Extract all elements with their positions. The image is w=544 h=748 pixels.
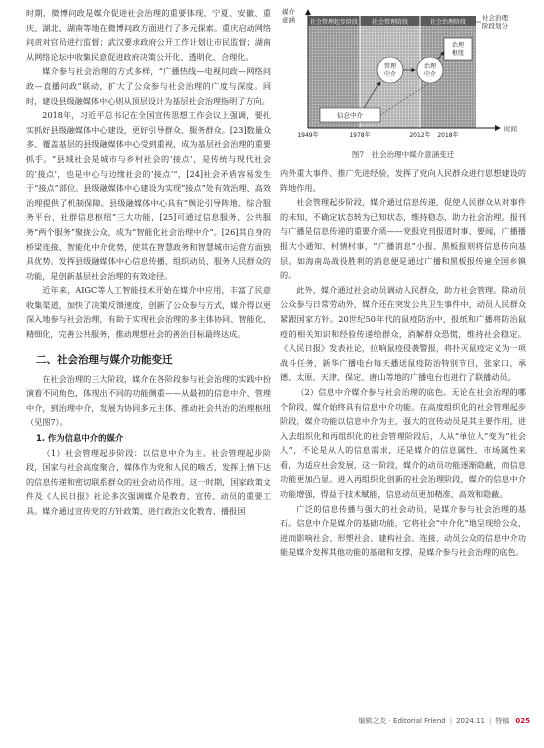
figure-caption: 图7 社会治理中媒介意涵变迁 (351, 150, 455, 159)
body-paragraph: （1）社会管理起步阶段：以信息中介为主。社会管理起步阶段，国家与社会高度聚合，媒体作为党和人民的喉舌，发挥上情下达的信息传递和密切联系群众的社会动员作用。这一时期，国家政策文件及《人民日报》社论多次强调媒介是教育、宣传、动员的重要工具。媒介通过宣传党的方针政策、进行政治文化教育、播报国 (26, 447, 271, 516)
year-tick: 2012年 (409, 132, 431, 139)
svg-text:治理: 治理 (423, 63, 437, 70)
svg-text:中介: 中介 (383, 71, 397, 78)
body-paragraph: 广泛的信息传播与强大的社会动员，是媒介参与社会治理的基石。信息中介是媒介的基础功能，它将社会“中介化”地呈现给公众，进而影响社会、形塑社会、建构社会。连接、动员公众的信息中介功能是媒介发挥其他功能的基础和支撑，是媒介参与社会治理的底色。 (280, 503, 526, 558)
svg-text:枢纽: 枢纽 (451, 50, 465, 57)
node-hub (444, 38, 472, 60)
right-column (280, 166, 526, 560)
right-label: 社会治理 (482, 14, 508, 22)
page-footer: 编辑之友 · Editorial Friend | 2024.11 | 特稿 025 (358, 717, 530, 725)
page-number: 025 (515, 717, 530, 725)
node-info-agent (320, 108, 380, 122)
section-title: 二、社会治理与媒介功能变迁 (36, 353, 173, 366)
node-mgmt-agent (377, 57, 403, 83)
y-axis-label: 意涵 (282, 16, 295, 24)
body-paragraph: 近年来，AIGC等人工智能技术开始在媒介中应用，丰富了民意收集渠道，加快了决策反馈速度，创新了公众参与方式，媒介得以更深入地参与社会治理，有助于实现社会治理的多主体协同、智能化、精细化，完善公共服务，推动理想社会的善治目标最终达成。 (26, 285, 271, 340)
right-label: 阶段划分 (482, 22, 508, 30)
section-name: 特稿 (495, 717, 510, 725)
stage-label: 社会管理阶段 (371, 19, 409, 26)
media-meaning-diagram (278, 4, 528, 146)
svg-text:管理: 管理 (383, 63, 397, 70)
year-tick: 1978年 (349, 132, 371, 139)
body-paragraph: （2）信息中介媒介参与社会治理的底色。无论在社会治理的哪个阶段，媒介始终具有信息中介功能。在高度组织化的社会管理起步阶段，媒介功能以信息中介为主，强大的宣传动员是其主要作用。进入去组织化和再组织化的社会管理阶段后，人从“单位人”变为“社会人”，不论是从人的信息需求，还是媒介的信息属性、市场属性来看，为适应社会发展，这一阶段，媒介的动员功能逐渐隐蔽，而信息功能更加凸显。进入再组织化创新的社会治理阶段，媒介的信息中介功能增强，得益于技术赋能，信息动员更加精准、高效和隐蔽。 (280, 386, 526, 500)
y-axis-label: 媒介 (282, 8, 295, 16)
body-paragraph: 在社会治理的三大阶段，媒介在各阶段参与社会治理的实践中扮演着不同角色，体现出不同的功能侧重——从最初的信息中介、管理中介，到治理中介，发展为协同多元主体、推动社会共治的治理枢纽（见图7）。 (26, 373, 271, 428)
body-paragraph: 此外，媒介通过社会动员调动人民群众，助力社会管理。除动员公众参与日常劳动外，媒介还在突发公共卫生事件中，动员人民群众紧跟国家方针。20世纪50年代的鼠疫防治中，报纸和广播将防治鼠疫的相关知识和经验传递给群众，消解群众恐慌，维持社会稳定。《人民日报》发表社论，拉响鼠疫侵袭警报，将扑灭鼠疫定义为一项战斗任务，新华广播电台每天播送鼠疫防治特别节目，张家口、承德、太原、天津、保定、唐山等地的广播电台也进行了联播动员。 (280, 284, 526, 383)
issue-number: 2024.11 (456, 717, 486, 725)
svg-text:信息中介: 信息中介 (337, 111, 363, 120)
year-tick: 1949年 (297, 132, 319, 139)
stage-label: 社会治理阶段 (429, 19, 467, 26)
subsection-title: 1. 作为信息中介的媒介 (36, 433, 124, 444)
body-paragraph: 社会管理起步阶段，媒介通过信息传递，促使人民群众从对事件的未知、不确定状态转为已知状态，维持稳态，助力社会治理。报刊与广播是信息传递的重要介质——党报党刊报道时事、要闻，广播播报大小通知、村情村事，“广播消息”小报、黑板报则将信息传向基层。如海南岛战役胜利的消息便是通过广播和黑板报传遍全国乡镇的。 (280, 197, 526, 281)
node-gov-agent (417, 57, 443, 83)
body-paragraph: 内外重大事件、推广先进经验，发挥了党向人民群众进行思想建设的阵地作用。 (280, 168, 526, 193)
left-column (26, 6, 271, 519)
svg-text:治理: 治理 (451, 42, 465, 49)
body-paragraph: 2018年，习近平总书记在全国宣传思想工作会议上强调，要扎实抓好县级融媒体中心建设，更好引导群众、服务群众。[23]数量众多、覆盖基层的县级融媒体中心受到重视，成为基层社会治理的重要抓手。“县域社会是城市与乡村社会的‘接点’，是传统与现代社会的‘接点’，也是中心与边缘社会的‘接点’”，[24]社会矛盾容易发生于“接点”部位。县级融媒体中心建设为实现“接点”处有效治理、高效治理提供了机制保障。县级融媒体中心具有“舆论引导阵地、综合服务平台、社群信息枢纽”三大功能，[25]可通过信息服务、公共服务“两个服务”聚拢公众，成为“智能化社会治理中介”。[26]其自身的桥梁连接、智能化中介优势，使其在智慧政务和智慧城市运营方面独具优势。发挥县级融媒体中心信息传播、组织动员、服务人民群众的功能，是创新基层社会治理的有效途径。 (26, 110, 271, 281)
x-axis-label: 时间 (504, 125, 517, 133)
body-paragraph: 时期，微博问政是媒介促进社会治理的重要体现，宁夏、安徽、重庆、湖北、湖南等地在微博问政方面进行了多元探索。重庆启动网络问责对官员进行监督；武汉要求政府公开工作计划让市民监督；湖南从网络论坛中收集民意促进政府决策公开化、透明化、合理化。 (26, 8, 271, 62)
stage-label: 社会管理起步阶段 (309, 19, 359, 26)
body-paragraph: 媒介参与社会治理的方式多样，“广播热线—电视问政—网络问政—直播问政”联动，扩大了公众参与社会治理的广度与深度。同时，建设县级融媒体中心则从顶层设计为基层社会治理指明了方向。 (26, 66, 271, 106)
svg-text:中介: 中介 (423, 71, 437, 78)
journal-name: 编辑之友 · Editorial Friend (358, 717, 446, 725)
figure-7 (278, 4, 528, 164)
year-tick: 2018年 (437, 132, 459, 139)
